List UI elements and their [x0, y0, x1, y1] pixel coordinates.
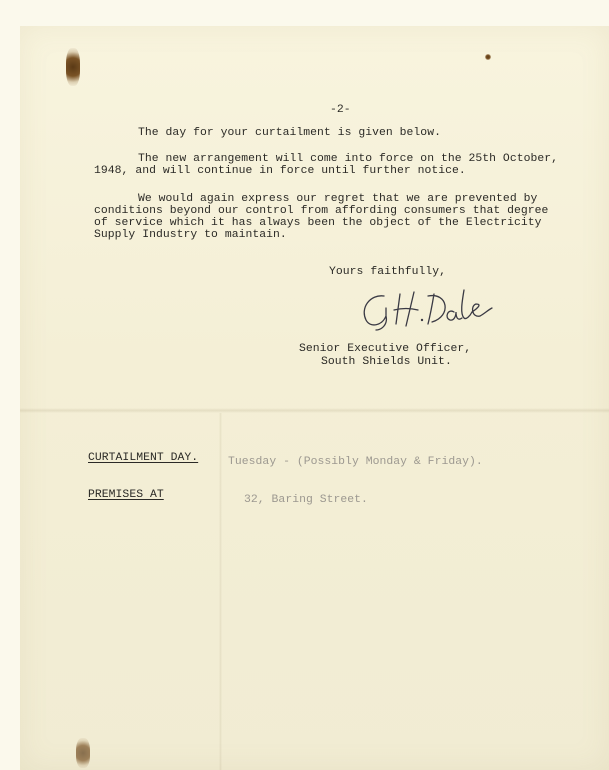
vertical-fold-crease [219, 413, 222, 770]
paragraph-regret-line-4: Supply Industry to maintain. [94, 229, 287, 241]
horizontal-fold-crease [20, 408, 609, 413]
rust-spot-top-right [485, 54, 491, 60]
closing-salutation: Yours faithfully, [329, 266, 447, 278]
page-number: -2- [330, 104, 351, 116]
staple-stain-bottom [76, 738, 90, 768]
signatory-title-line-1: Senior Executive Officer, [299, 343, 472, 355]
paragraph-regret-line-2: conditions beyond our control from affording consumers that degree [94, 205, 549, 217]
curtailment-day-value: Tuesday - (Possibly Monday & Friday). [228, 456, 483, 468]
curtailment-day-label: CURTAILMENT DAY. [88, 452, 199, 464]
paragraph-arrangement-line-2: 1948, and will continue in force until further notice. [94, 165, 466, 177]
premises-value: 32, Baring Street. [244, 494, 368, 506]
paragraph-regret-line-1: We would again express our regret that we are prevented by [138, 193, 538, 205]
paragraph-arrangement-line-1: The new arrangement will come into force on the 25th October, [138, 153, 559, 165]
signatory-title-line-2: South Shields Unit. [321, 356, 452, 368]
paragraph-curtailment-intro: The day for your curtailment is given below. [138, 127, 441, 139]
paragraph-regret-line-3: of service which it has always been the object of the Electricity [94, 217, 542, 229]
premises-label: PREMISES AT [88, 489, 164, 501]
staple-stain-top [66, 48, 80, 86]
handwritten-signature [356, 286, 496, 334]
